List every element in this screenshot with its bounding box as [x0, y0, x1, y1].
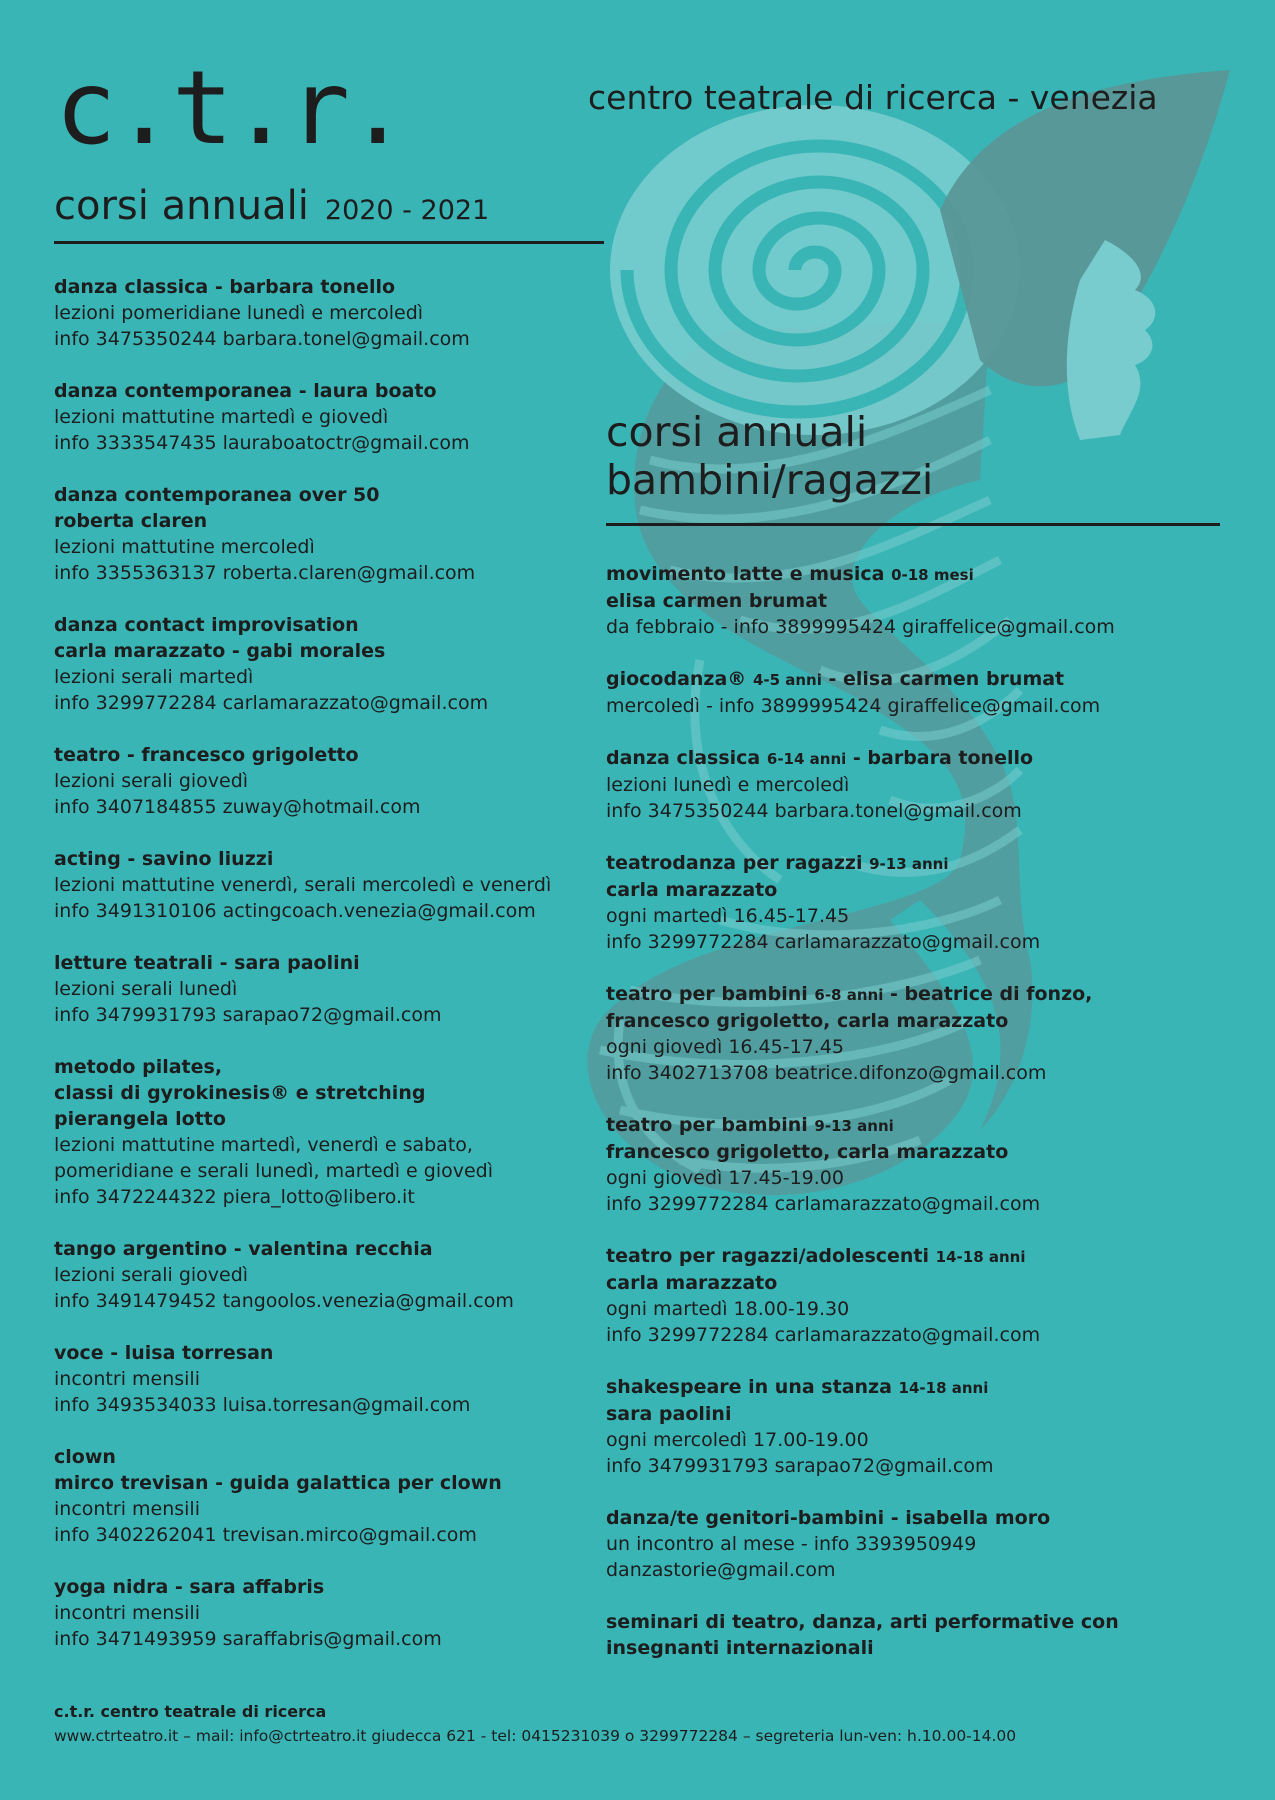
- course-item: [606, 1243, 1246, 1348]
- course-title: danza contemporanea - laura boato: [54, 380, 437, 402]
- course-contact: info 3491310106 actingcoach.venezia@gmail.com: [54, 900, 536, 922]
- course-title: teatro - francesco grigoletto: [54, 744, 359, 766]
- ctr-logo: c.t.r.: [55, 49, 406, 168]
- course-name: teatro per bambini: [606, 1114, 808, 1136]
- course-age: 14-18 anni: [898, 1379, 989, 1397]
- course-contact: da febbraio - info 3899995424 giraffelice@gmail.com: [606, 616, 1115, 638]
- course-teacher: - barbara tonello: [846, 747, 1034, 769]
- course-name: danza classica: [606, 747, 761, 769]
- course-subtitle: classi di gyrokinesis® e stretching: [54, 1082, 426, 1104]
- course-title: [606, 981, 1246, 1008]
- course-name: giocodanza®: [606, 668, 747, 690]
- course-title: [606, 666, 1246, 693]
- course-contact: info 3491479452 tangoolos.venezia@gmail.com: [54, 1290, 514, 1312]
- course-schedule: lezioni lunedì e mercoledì: [606, 774, 850, 796]
- course-schedule: lezioni serali lunedì: [54, 978, 238, 1000]
- heading-title: corsi annuali: [54, 183, 309, 229]
- course-title: [606, 1243, 1246, 1270]
- footer-contacts: www.ctrteatro.it – mail: info@ctrteatro.it giudecca 621 - tel: 0415231039 o 3299772284 – segreteria lun-ven: h.10.00-14.00: [54, 1727, 1017, 1745]
- course-teacher: carla marazzato: [606, 1272, 778, 1294]
- course-age: 6-8 anni: [814, 986, 884, 1004]
- course-schedule: lezioni mattutine venerdì, serali mercoledì e venerdì: [54, 874, 552, 896]
- course-title: danza contact improvisation: [54, 614, 359, 636]
- course-contact: info 3475350244 barbara.tonel@gmail.com: [54, 328, 470, 350]
- course-schedule: lezioni serali giovedì: [54, 770, 249, 792]
- course-contact: info 3479931793 sarapao72@gmail.com: [54, 1004, 442, 1026]
- course-age: 4-5 anni: [752, 671, 822, 689]
- course-item: [606, 561, 1246, 640]
- course-teacher: - beatrice di fonzo,: [883, 983, 1093, 1005]
- course-teacher: carla marazzato: [606, 879, 778, 901]
- course-contact: info 3472244322 piera_lotto@libero.it: [54, 1186, 415, 1208]
- course-title: acting - savino liuzzi: [54, 848, 274, 870]
- course-contact: info 3407184855 zuway@hotmail.com: [54, 796, 421, 818]
- course-schedule: ogni giovedì 16.45-17.45: [606, 1036, 844, 1058]
- seminars-title-cont: insegnanti internazionali: [606, 1637, 874, 1659]
- course-age: 0-18 mesi: [891, 566, 974, 584]
- course-contact: info 3471493959 saraffabris@gmail.com: [54, 1628, 442, 1650]
- course-name: shakespeare in una stanza: [606, 1376, 892, 1398]
- course-item: [54, 1054, 614, 1210]
- course-schedule: lezioni serali martedì: [54, 666, 254, 688]
- course-item: [54, 482, 614, 586]
- course-schedule: incontri mensili: [54, 1602, 200, 1624]
- footer: [54, 1700, 1016, 1748]
- course-title: voce - luisa torresan: [54, 1342, 274, 1364]
- organization-subtitle: centro teatrale di ricerca - venezia: [588, 78, 1158, 117]
- course-title: [606, 561, 1246, 588]
- course-contact: info 3402713708 beatrice.difonzo@gmail.com: [606, 1062, 1047, 1084]
- course-title: danza/te genitori-bambini - isabella moro: [606, 1507, 1051, 1529]
- course-item: [606, 1112, 1246, 1217]
- course-schedule: incontri mensili: [54, 1498, 200, 1520]
- course-title: [606, 850, 1246, 877]
- course-item: [606, 1505, 1246, 1583]
- course-item: [54, 612, 614, 716]
- course-contact: info 3402262041 trevisan.mirco@gmail.com: [54, 1524, 477, 1546]
- course-contact: info 3299772284 carlamarazzato@gmail.com: [606, 1324, 1041, 1346]
- seminars-title: seminari di teatro, danza, arti performative con: [606, 1611, 1119, 1633]
- course-item: [606, 745, 1246, 824]
- course-item: [54, 1340, 614, 1418]
- course-teacher: francesco grigoletto, carla marazzato: [606, 1141, 1009, 1163]
- course-teacher: elisa carmen brumat: [606, 590, 828, 612]
- course-teacher: - elisa carmen brumat: [821, 668, 1065, 690]
- course-name: movimento latte e musica: [606, 563, 885, 585]
- course-contact: info 3493534033 luisa.torresan@gmail.com: [54, 1394, 471, 1416]
- course-item: [54, 378, 614, 456]
- course-schedule: ogni martedì 16.45-17.45: [606, 905, 850, 927]
- course-name: teatro per bambini: [606, 983, 808, 1005]
- heading-years: 2020 - 2021: [324, 195, 490, 226]
- course-schedule: lezioni mattutine mercoledì: [54, 536, 315, 558]
- course-item: [606, 666, 1246, 719]
- course-item: [54, 950, 614, 1028]
- course-title: danza classica - barbara tonello: [54, 276, 396, 298]
- course-contact: info 3475350244 barbara.tonel@gmail.com: [606, 800, 1022, 822]
- course-item: [606, 850, 1246, 955]
- course-contact: mercoledì - info 3899995424 giraffelice@gmail.com: [606, 695, 1101, 717]
- course-contact: info 3355363137 roberta.claren@gmail.com: [54, 562, 476, 584]
- course-contact: info 3299772284 carlamarazzato@gmail.com: [606, 1193, 1041, 1215]
- kids-courses-heading: [606, 408, 1220, 526]
- course-schedule: pomeridiane e serali lunedì, martedì e giovedì: [54, 1160, 494, 1182]
- course-teacher: sara paolini: [606, 1403, 732, 1425]
- course-item: [606, 981, 1246, 1086]
- course-name: teatro per ragazzi/adolescenti: [606, 1245, 930, 1267]
- course-item: [606, 1374, 1246, 1479]
- course-teacher: pierangela lotto: [54, 1108, 226, 1130]
- course-contact: danzastorie@gmail.com: [606, 1559, 836, 1581]
- course-item: [54, 1236, 614, 1314]
- course-schedule: lezioni mattutine martedì, venerdì e sabato,: [54, 1134, 473, 1156]
- course-contact: un incontro al mese - info 3393950949: [606, 1533, 977, 1555]
- course-schedule: lezioni serali giovedì: [54, 1264, 249, 1286]
- course-title: danza contemporanea over 50: [54, 484, 380, 506]
- course-item: [54, 1444, 614, 1548]
- course-age: 9-13 anni: [814, 1117, 894, 1135]
- course-title: [606, 1112, 1246, 1139]
- course-teacher: carla marazzato - gabi morales: [54, 640, 386, 662]
- annual-courses-heading: [54, 183, 604, 244]
- course-item: [606, 1609, 1246, 1661]
- course-contact: info 3299772284 carlamarazzato@gmail.com: [54, 692, 489, 714]
- adult-courses-list: [54, 274, 614, 1678]
- course-title: tango argentino - valentina recchia: [54, 1238, 433, 1260]
- kids-heading-line1: corsi annuali: [606, 408, 868, 456]
- kids-courses-list: [606, 561, 1246, 1687]
- course-name: teatrodanza per ragazzi: [606, 852, 863, 874]
- course-schedule: ogni giovedì 17.45-19.00: [606, 1167, 844, 1189]
- course-contact: info 3299772284 carlamarazzato@gmail.com: [606, 931, 1041, 953]
- course-schedule: lezioni pomeridiane lunedì e mercoledì: [54, 302, 424, 324]
- course-schedule: lezioni mattutine martedì e giovedì: [54, 406, 389, 428]
- course-item: [54, 1574, 614, 1652]
- footer-title: c.t.r. centro teatrale di ricerca: [54, 1702, 327, 1721]
- course-teacher: mirco trevisan - guida galattica per clown: [54, 1472, 502, 1494]
- course-teacher: francesco grigoletto, carla marazzato: [606, 1010, 1009, 1032]
- kids-heading-line2: bambini/ragazzi: [606, 456, 934, 504]
- course-item: [54, 742, 614, 820]
- course-age: 9-13 anni: [869, 855, 949, 873]
- course-schedule: ogni mercoledì 17.00-19.00: [606, 1429, 869, 1451]
- course-teacher: roberta claren: [54, 510, 208, 532]
- course-title: clown: [54, 1446, 116, 1468]
- course-item: [54, 274, 614, 352]
- course-title: [606, 745, 1246, 772]
- course-age: 6-14 anni: [766, 750, 847, 768]
- course-schedule: ogni martedì 18.00-19.30: [606, 1298, 850, 1320]
- course-title: yoga nidra - sara affabris: [54, 1576, 325, 1598]
- course-item: [54, 846, 614, 924]
- course-age: 14-18 anni: [935, 1248, 1026, 1266]
- course-contact: info 3333547435 lauraboatoctr@gmail.com: [54, 432, 470, 454]
- course-schedule: incontri mensili: [54, 1368, 200, 1390]
- course-title: [606, 1374, 1246, 1401]
- course-contact: info 3479931793 sarapao72@gmail.com: [606, 1455, 994, 1477]
- course-title: metodo pilates,: [54, 1056, 223, 1078]
- course-title: letture teatrali - sara paolini: [54, 952, 360, 974]
